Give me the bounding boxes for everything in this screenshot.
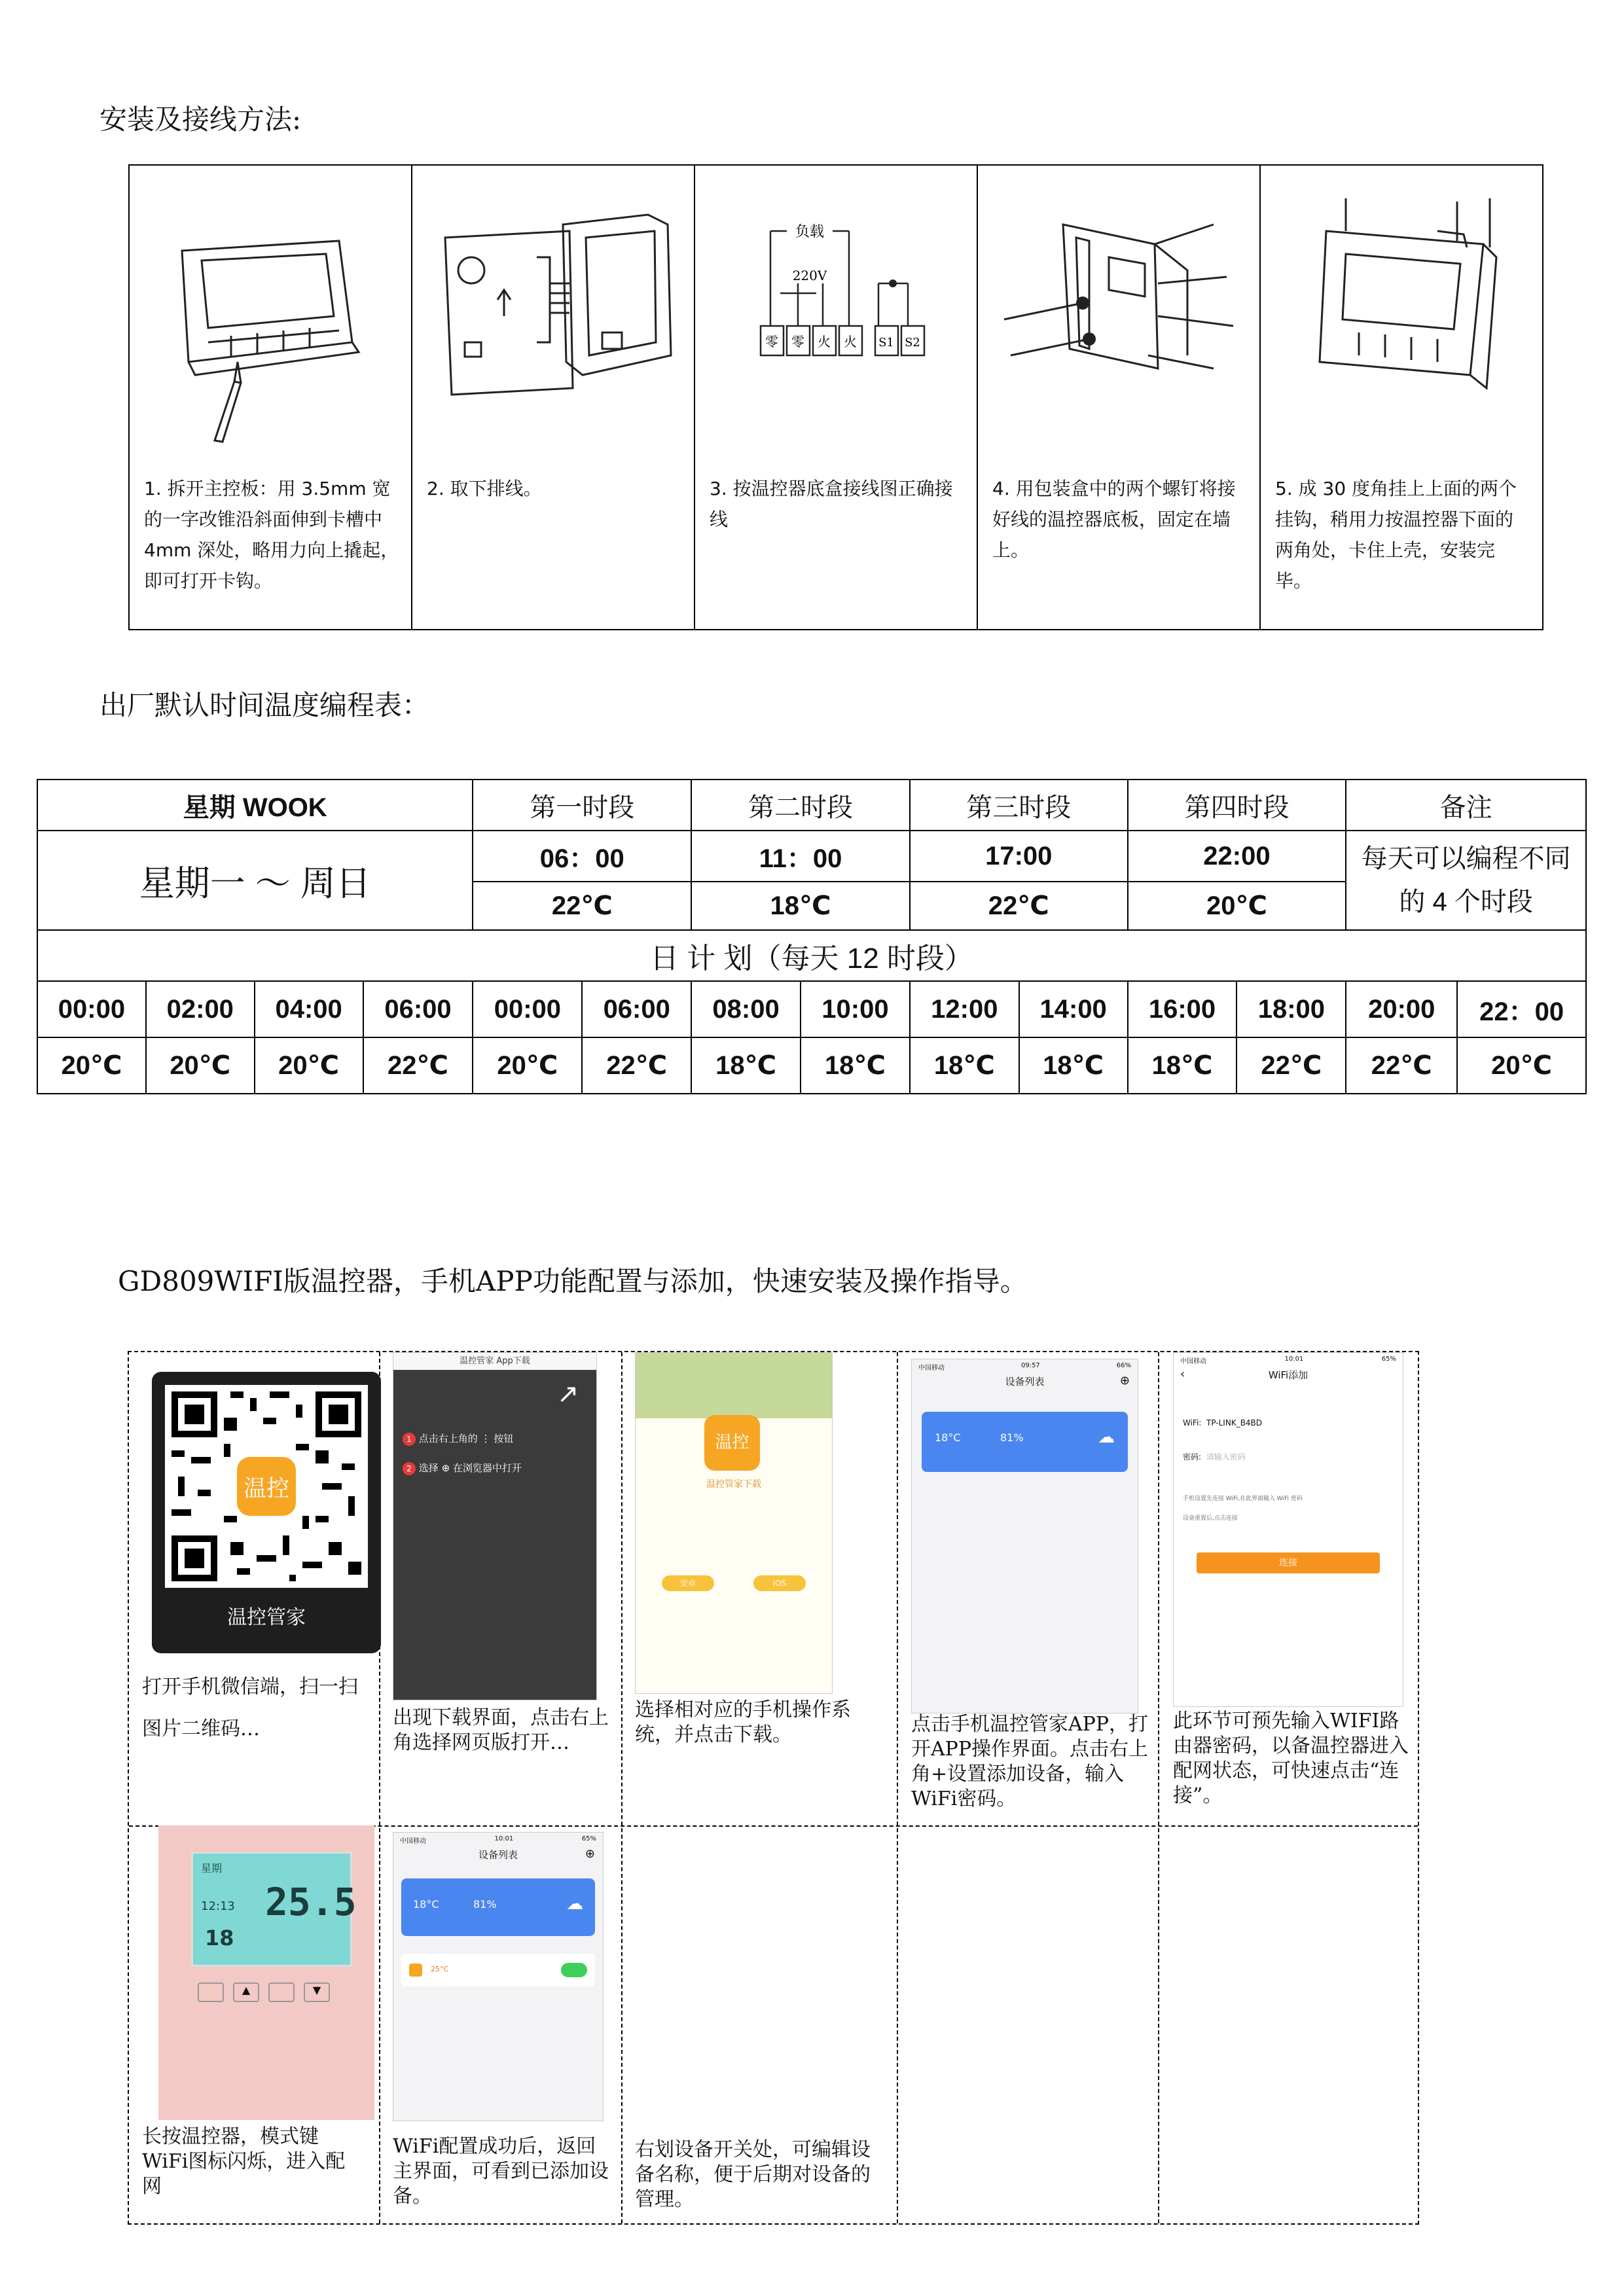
wifi-add-screen (1173, 1352, 1403, 1707)
daily-time: 06:00 (582, 981, 691, 1037)
download-title: 温控管家下载 (706, 1479, 761, 1490)
daily-temp: 22℃ (363, 1037, 473, 1094)
daily-temp: 20℃ (1457, 1037, 1586, 1094)
cloud-icon: ☁ (1098, 1427, 1115, 1447)
terminal-label: S1 (878, 336, 894, 350)
ribbon-cable-illustration (425, 185, 687, 591)
app-logo: 温控 (704, 1415, 760, 1471)
guide-caption-3: 选择相对应的手机操作系统，并点击下载。 (635, 1698, 851, 1746)
daily-time: 08:00 (691, 981, 801, 1037)
schedule-table (37, 779, 1587, 1094)
header-period-1: 第一时段 (473, 780, 691, 831)
daily-plan-title: 日 计 划（每天 12 时段） (37, 930, 1586, 981)
instruction-step-1: 1 点击右上角的 ⋮ 按钮 (403, 1431, 513, 1446)
daily-temp: 20℃ (37, 1037, 146, 1094)
daily-temp: 18℃ (910, 1037, 1019, 1094)
header-period-2: 第二时段 (691, 780, 910, 831)
status-bar: 中国移动 09:57 66% (918, 1362, 1131, 1372)
install-step-5-text: 5. 成 30 度角挂上上面的两个挂钩，稍用力按温控器下面的两角处，卡住上壳，安装完毕。 (1275, 478, 1517, 592)
guide-caption-7: WiFi配置成功后，返回主界面，可看到已添加设备。 (393, 2135, 609, 2208)
setup-note-1: 手机设置先连接 WiFi,在此界面输入 WiFi 密码 (1183, 1496, 1303, 1502)
status-bar: 中国移动 10:01 65% (400, 1835, 596, 1845)
lcd-clock: 12:13 (201, 1899, 235, 1913)
daily-time: 12:00 (910, 981, 1019, 1037)
period-temp: 18℃ (691, 882, 910, 930)
terminal-label: 零 (791, 334, 804, 350)
terminal-label: 火 (818, 334, 831, 350)
svg-text:温控: 温控 (243, 1476, 290, 1502)
daily-time: 06:00 (363, 981, 473, 1037)
android-button[interactable]: 安卓 (662, 1575, 714, 1591)
terminal-label: 零 (765, 334, 778, 350)
terminal-label: 火 (844, 334, 857, 350)
install-step-2-text: 2. 取下排线。 (427, 478, 542, 499)
daily-time: 04:00 (255, 981, 363, 1037)
screen-title: 设备列表 (478, 1849, 518, 1861)
daily-time: 14:00 (1019, 981, 1128, 1037)
qr-card (152, 1372, 381, 1653)
device-icon (409, 1964, 422, 1977)
back-icon[interactable]: ‹ (1180, 1367, 1185, 1381)
install-step-4 (978, 166, 1261, 629)
daily-time: 00:00 (473, 981, 582, 1037)
daily-time: 16:00 (1128, 981, 1237, 1037)
install-step-3-text: 3. 按温控器底盒接线图正确接线 (710, 478, 953, 530)
device-toggle[interactable] (561, 1963, 587, 1977)
mode-button[interactable] (198, 1982, 224, 2002)
guide-caption-4: 点击手机温控管家APP，打开APP操作界面。点击右上角+设置添加设备，输入WiFi密码。 (911, 1713, 1149, 1810)
daily-temp: 18℃ (691, 1037, 801, 1094)
down-button[interactable]: ▼ (304, 1982, 330, 2002)
daily-temp: 20℃ (473, 1037, 582, 1094)
device-list-screen (911, 1359, 1138, 1713)
instruction-step-2: 2 选择 ⊕ 在浏览器中打开 (403, 1461, 522, 1475)
period-temp: 20℃ (1128, 882, 1346, 930)
humidity: 81% (1000, 1431, 1024, 1444)
voltage-label: 220V (792, 268, 827, 283)
connect-button[interactable]: 连接 (1197, 1552, 1380, 1573)
install-step-5 (1261, 166, 1542, 629)
install-heading: 安装及接线方法: (99, 103, 302, 135)
temperature: 18°C (935, 1431, 961, 1444)
header-period-4: 第四时段 (1128, 780, 1346, 831)
daily-time-row (37, 981, 1586, 1037)
thermostat-photo (158, 1825, 374, 2120)
schedule-heading: 出厂默认时间温度编程表： (99, 689, 430, 721)
os-select-screen (635, 1352, 833, 1694)
install-step-1 (130, 166, 412, 629)
qr-label: 温控管家 (227, 1606, 306, 1629)
menu-button[interactable] (268, 1982, 295, 2002)
daily-time: 00:00 (37, 981, 146, 1037)
daily-time: 22：00 (1457, 981, 1586, 1037)
load-label: 负载 (795, 224, 825, 240)
header-week: 星期 WOOK (37, 780, 473, 831)
cloud-icon: ☁ (566, 1894, 583, 1914)
period-time: 06：00 (473, 831, 691, 882)
guide-caption-6: 长按温控器，模式键WiFi图标闪烁，进入配网 (142, 2125, 346, 2198)
header-period-3: 第三时段 (910, 780, 1128, 831)
guide-heading: GD809WIFI版温控器，手机APP功能配置与添加，快速安装及操作指导。 (118, 1265, 1028, 1297)
daily-temp: 22℃ (1346, 1037, 1457, 1094)
humidity: 81% (473, 1898, 497, 1910)
daily-temp: 18℃ (801, 1037, 910, 1094)
period-temp: 22℃ (473, 882, 691, 930)
daily-temp: 22℃ (1236, 1037, 1346, 1094)
daily-time: 18:00 (1236, 981, 1346, 1037)
terminal-label: S2 (905, 336, 920, 350)
guide-caption-5: 此环节可预先输入WIFI路由器密码，以备温控器进入配网状态，可快速点击“连接”。 (1173, 1710, 1409, 1807)
screen-title: WiFi添加 (1268, 1369, 1308, 1381)
install-step-4-text: 4. 用包装盒中的两个螺钉将接好线的温控器底板，固定在墙上。 (992, 478, 1236, 561)
password-field[interactable]: 密码: 请输入密码 (1183, 1452, 1246, 1462)
daily-temp: 20℃ (146, 1037, 255, 1094)
install-step-2 (412, 166, 695, 629)
period-temp: 22℃ (910, 882, 1128, 930)
device-row[interactable] (401, 1954, 595, 1986)
wifi-field[interactable]: WiFi: TP-LINK_B4BD (1183, 1418, 1263, 1427)
daily-temp: 18℃ (1128, 1037, 1237, 1094)
header-note: 备注 (1346, 780, 1586, 831)
schedule-note: 每天可以编程不同的 4 个时段 (1346, 831, 1586, 930)
daily-time: 10:00 (801, 981, 910, 1037)
install-step-3 (695, 166, 978, 629)
guide-caption-2: 出现下载界面，点击右上角选择网页版打开… (393, 1706, 609, 1754)
install-step-1-text: 1. 拆开主控板：用 3.5mm 宽的一字改锥沿斜面伸到卡槽中 4mm 深处，略用力向上撬起，即可打开卡钩。 (144, 478, 399, 592)
guide-caption-1: 打开手机微信端，扫一扫图片二维码… (142, 1676, 358, 1740)
up-button[interactable]: ▲ (233, 1982, 259, 2002)
lcd-setpoint: 18 (205, 1926, 234, 1950)
weather-card (922, 1412, 1128, 1472)
status-bar: 中国移动 10:01 65% (1180, 1355, 1396, 1365)
daily-temp-row (37, 1037, 1586, 1094)
daily-time: 02:00 (146, 981, 255, 1037)
install-table (128, 164, 1543, 630)
leaves-decoration (636, 1353, 832, 1418)
setup-note-2: 设备重置后,点击连接 (1183, 1515, 1238, 1522)
device-temp: 25°C (431, 1965, 449, 1973)
period-time: 17:00 (910, 831, 1128, 882)
device-added-screen (393, 1832, 604, 2121)
add-device-icon[interactable]: ⊕ (585, 1847, 595, 1861)
ios-button[interactable]: iOS (753, 1575, 806, 1591)
day-range: 星期一 ～ 周日 (37, 831, 473, 930)
lcd-reading: 25.5 (265, 1880, 357, 1924)
weather-card (401, 1878, 595, 1936)
add-device-icon[interactable]: ⊕ (1119, 1374, 1130, 1388)
download-screen (393, 1352, 597, 1700)
screen-title: 温控管家 App下载 (393, 1353, 596, 1370)
lcd-label: 星期 (201, 1862, 223, 1874)
period-time: 11：00 (691, 831, 910, 882)
daily-temp: 20℃ (255, 1037, 363, 1094)
thermostat-buttons (198, 1982, 330, 2002)
screen-title: 设备列表 (1005, 1376, 1045, 1388)
guide-caption-8: 右划设备开关处，可编辑设备名称，便于后期对设备的管理。 (635, 2138, 871, 2211)
daily-time: 20:00 (1346, 981, 1457, 1037)
period-time: 22:00 (1128, 831, 1346, 882)
temperature: 18°C (413, 1898, 439, 1910)
thermostat-lcd (191, 1852, 357, 1967)
arrow-up-icon: ↗ (557, 1379, 579, 1409)
qr-code (165, 1385, 368, 1588)
daily-temp: 22℃ (582, 1037, 691, 1094)
guide-grid (128, 1351, 1419, 2225)
daily-temp: 18℃ (1019, 1037, 1128, 1094)
